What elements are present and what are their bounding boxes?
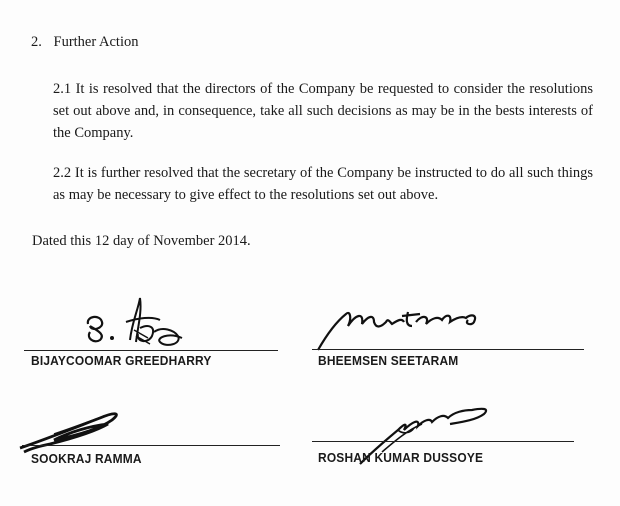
signature-image-ramma [14, 400, 134, 455]
signature-line-3 [22, 445, 280, 446]
resolution-paragraph-2-1: 2.1 It is resolved that the directors of the Company be requested to consider the resolutions set out above and, in consequence, take all such decisions as may be in the bests interests of the Company. [53, 81, 593, 141]
signatory-name-3: SOOKRAJ RAMMA [31, 451, 142, 466]
resolution-paragraph-2-2: 2.2 It is further resolved that the secretary of the Company be instructed to do all such things as may be necessary to give effect to the resolutions set out above. [53, 165, 593, 203]
dated-line: Dated this 12 day of November 2014. [32, 233, 251, 249]
signature-image-seetaram [312, 292, 502, 354]
signature-line-4 [312, 441, 574, 442]
section-number: 2. [31, 34, 42, 50]
signature-line-1 [24, 350, 278, 351]
signatory-name-2: BHEEMSEN SEETARAM [318, 353, 459, 368]
signature-image-greedharry [78, 292, 208, 352]
section-title: Further Action [53, 34, 139, 50]
signature-line-2 [312, 349, 584, 350]
signatory-name-1: BIJAYCOOMAR GREEDHARRY [31, 353, 212, 368]
signatory-name-4: ROSHAN KUMAR DUSSOYE [318, 450, 484, 465]
section-heading [31, 34, 138, 51]
